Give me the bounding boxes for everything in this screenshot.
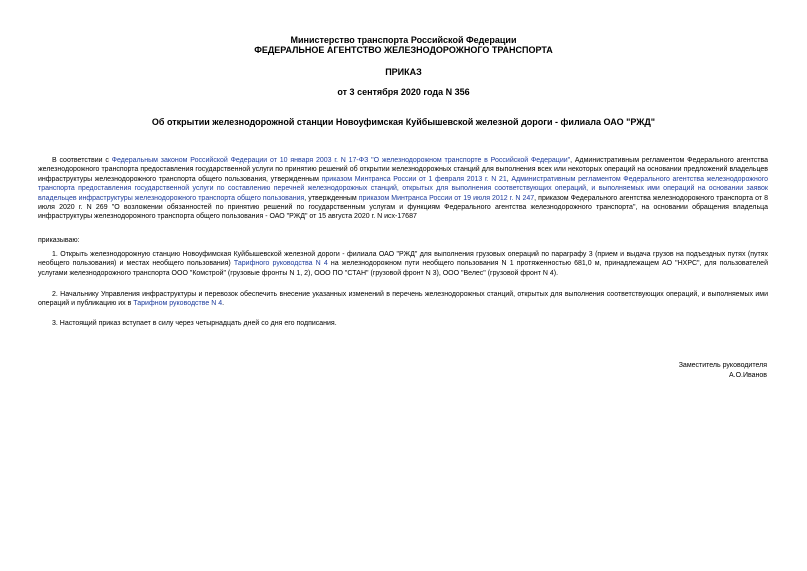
item2-text-2: . [222, 300, 225, 308]
preamble-text-1: В соответствии с [52, 157, 112, 164]
admin-regulation-link[interactable]: Административным регламентом Федерального агентства железнодорожного транспорта предоставления государственной услуги по составлению перечней железнодорожных станций, открытых для выполнения соответствующих операций, и выполняемых ими операций на основании заявок владельцев инфраструктуры железнодорожного транспорта общего пользования [38, 175, 769, 202]
mintrans-order-247-link[interactable]: приказом Минтранса России от 19 июля 2012 г. N 247 [358, 194, 535, 202]
order-type: ПРИКАЗ [385, 67, 422, 77]
mintrans-order-21-link[interactable]: приказом Минтранса России от 1 февраля 2013 г. N 21 [321, 175, 507, 183]
order-item-1 [38, 250, 768, 278]
preamble-text-2: , Административным регламентом Федерального агентства железнодорожного транспорта предоставления государственной услуги по принятию решений об открытии железнодорожных станций для выполнения всех или некоторых операций на основании предложений владельцев инфраструктуры железнодорожного транспорта общего пользования, утвержденным [38, 157, 769, 183]
preamble-text-5: , приказом Федерального агентства железнодорожного транспорта от 8 июля 2020 г. N 269 "О возложении обязанностей по принятию решений по государственным услугам и функциям Федерального агентства железнодорожного транспорта", на основании обращения владельца инфраструктуры железнодорожного транспорта общего пользования - ОАО "РЖД" от 15 августа 2020 г. N исх-17687 [38, 194, 768, 221]
ministry-name: Министерство транспорта Российской Федерации [290, 35, 517, 45]
item2-text-1: 2. Начальнику Управления инфраструктуры и перевозок обеспечить внесение указанных изменений в перечень железнодорожных станций, открытых для выполнения соответствующих операций, и выполняемых ими операций и публикацию их в [38, 291, 768, 308]
preamble-text-4: , утвержденным [304, 194, 359, 202]
item1-text-2: на железнодорожном пути необщего пользования N 1 протяженностью 681,0 м, принадлежащем АО "НХРС", для пользователей услугами железнодорожного транспорта ООО "Комстрой" (грузовые фронты N 1, 2), ООО ПО "СТАН" (грузовой фронт N 3), ООО "Велес" (грузовой фронт N 4). [38, 260, 768, 277]
signatory-name: А.О.Иванов [728, 372, 767, 379]
preamble-text-3: , [506, 175, 512, 183]
orders-word: приказываю: [38, 237, 80, 244]
order-date: от 3 сентября 2020 года N 356 [337, 87, 470, 97]
order-item-3: 3. Настоящий приказ вступает в силу через четырнадцать дней со дня его подписания. [52, 320, 337, 327]
order-item-2 [38, 290, 768, 309]
agency-name: ФЕДЕРАЛЬНОЕ АГЕНТСТВО ЖЕЛЕЗНОДОРОЖНОГО ТРАНСПОРТА [254, 45, 553, 55]
tariff-guide-link[interactable]: Тарифного руководства N 4 [233, 260, 328, 268]
federal-law-link[interactable]: Федеральным законом Российской Федерации от 10 января 2003 г. N 17-ФЗ "О железнодорожном транспорте в Российской Федерации" [111, 157, 571, 164]
item1-text-1: 1. Открыть железнодорожную станцию Новоуфимская Куйбышевской железной дороги - филиала ОАО "РЖД" для выполнения грузовых операций по параграфу 3 (прием и выдача грузов на подъездных путях (путях необщего пользования) и местах необщего пользования) [38, 251, 768, 268]
signatory-role: Заместитель руководителя [678, 362, 767, 369]
order-title: Об открытии железнодорожной станции Новоуфимская Куйбышевской железной дороги - филиала ОАО "РЖД" [151, 117, 656, 127]
preamble-paragraph [38, 156, 768, 222]
tariff-guide-link-2[interactable]: Тарифном руководстве N 4 [133, 300, 223, 308]
